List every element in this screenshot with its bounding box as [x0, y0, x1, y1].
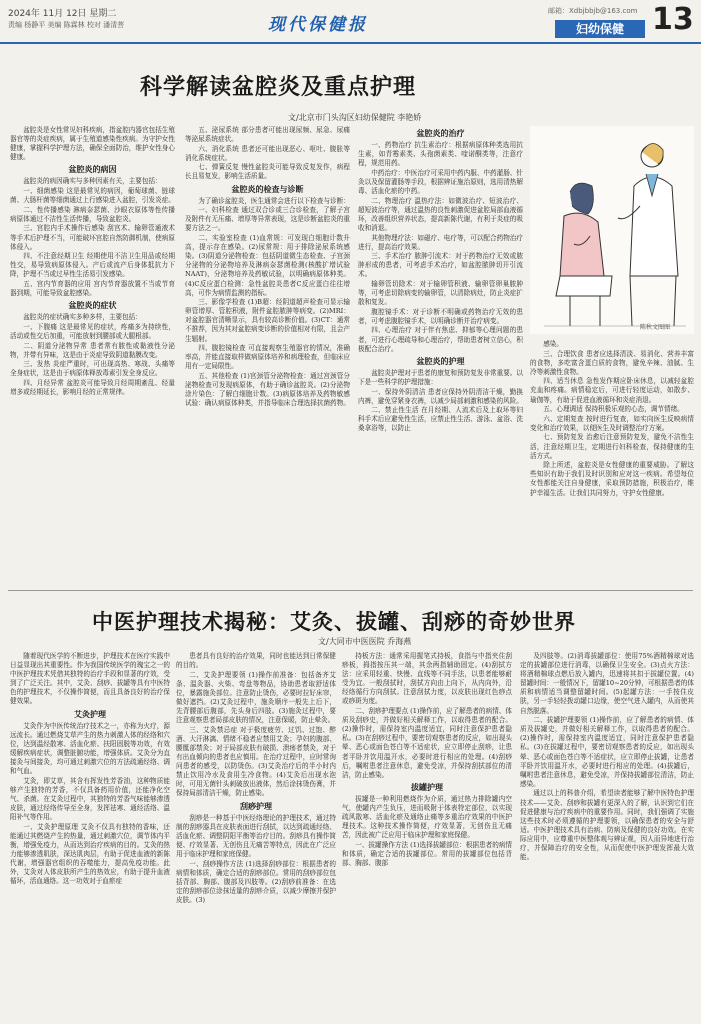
paragraph: 盆腔炎的症状确实多种多样，主要包括： — [23, 313, 142, 322]
paragraph: 艾灸作为中医传统治疗技术之一，亦称为火疗，源远流长。通过燃烧艾草产生的热力刺激人体的经络和穴位，达到温经散寒、活血化瘀、扶阳固脱等功效，有效缓解疾病症状，调整脏腑功能，增强体质。艾灸分为直接灸与间接灸，均可通过刺激穴位的方法疏通经络、调和气血。 — [10, 721, 170, 776]
paragraph: 七、预防复发 治愈后注意预防复发，避免不洁性生活，注意经期卫生，定期进行妇科检查，保持健康的生活方式。 — [530, 433, 694, 460]
paragraph: 四、心理治疗 对于伴有焦虑、抑郁等心理问题的患者，可进行心理疏导和心理治疗，帮助患者树立信心，积极配合治疗。 — [358, 326, 523, 353]
paragraph: 一、细菌感染 这是最常见的病因，葡萄球菌、链球菌、大肠杆菌等细菌通过上行感染进入盆腔，引发炎症。 — [10, 187, 175, 205]
article1-column-3 — [358, 126, 523, 582]
paragraph: 二、阴道分泌物异常 患者常有脓性或黏液性分泌物，并带有异味，这是由于炎症导致阴道黏膜改变。 — [10, 341, 175, 359]
paragraph: 六、定期复查 按时进行复查，如实向医生反映病情变化和治疗效果，以便医生及时调整治疗方案。 — [530, 414, 694, 432]
article1-column-2 — [185, 126, 350, 582]
article1-column-1 — [10, 126, 175, 582]
paragraph: 一、下腹痛 这是最常见的症状，疼痛多为持续性，活动或性交后加重，可能放射到腰部或大腿根部。 — [10, 322, 175, 340]
header-divider — [0, 42, 701, 44]
paragraph: 拔罐是一种利用燃烧作为介质，通过热力排除罐内空气，使罐内产生负压，进而吸附于体表特定部位，以实现疏风散寒、活血化瘀及通络止痛等多重治疗效果的中医护理技术。这种技术操作简便，疗效显著，无创伤且无痛苦，因此被广泛应用于临床护理和家庭保健。 — [342, 794, 512, 840]
paragraph: 三、手术治疗 脓肿引流术：对于药物治疗无效或脓肿形成的患者，可考虑手术治疗，如盆腔脓肿切开引流术。 — [358, 252, 523, 279]
paragraph: 输卵管切除术：对于输卵管积液、输卵管卵巢脓肿等，可考虑切除病变的输卵管，以清除病灶，防止炎症扩散和复发。 — [358, 280, 523, 307]
paragraph: 一、保持外阴清洁 患者应保持外阴清洁干燥，勤换内裤，避免穿紧身衣裤，以减少局部刺激和感染的风险。 — [358, 387, 523, 405]
doctor-patient-illustration-image — [530, 126, 694, 334]
contact-email: 邮箱：Xdbjbbjb@163.com — [548, 7, 638, 15]
article2-column-2 — [176, 652, 336, 1020]
paragraph: 二、艾灸护理要领 (1)操作前准备：包括备齐艾条、温灸器、火柴、弯盘等物品，协助患者取舒适体位，暴露施灸部位。注意防止烫伤，必要时拉好床帘，做好遮挡。(2)艾灸过程中，施灸顺序一般先上后下，先背腰部后腹部，先头身后四肢。(3)施灸过程中，要注意观察患者局部皮肤的情况，注意保暖，防止晕灸。 — [176, 670, 336, 725]
paragraph: 二、物理治疗 温热疗法：如微波治疗、短波治疗、超短波治疗等，通过温热的良性刺激促进盆腔局部血液循环，改善组织营养状态，提高新陈代谢，有利于炎症的吸收和消退。 — [358, 196, 523, 232]
paragraph: 五、泌尿系统 部分患者可能出现尿频、尿急、尿痛等泌尿系统症状。 — [185, 126, 350, 144]
illustration-caption: 陈秋文图图 — [640, 324, 671, 331]
article1-byline: 文/北京市门头沟区妇幼保健院 李艳娇 — [288, 113, 422, 122]
paragraph: 四、适当休息 急性发作期应卧床休息，以减轻盆腔充血和疼痛。病情稳定后，可进行轻度运动，如散步、瑜伽等，有助于促进血液循环和炎症消退。 — [530, 377, 694, 404]
paragraph: 二、性传播感染 淋病奈瑟菌、沙眼衣原体等性传播病原体通过不洁性生活传播，导致盆腔炎。 — [10, 205, 175, 223]
section-heading: 盆腔炎的病因 — [68, 164, 117, 175]
section-heading: 拔罐护理 — [411, 781, 443, 792]
paragraph: 一、药物治疗 抗生素治疗：根据病原体种类选用抗生素，如青霉素类、头孢菌素类、喹诺酮类等，注意疗程，规范用药。 — [358, 141, 523, 168]
article2-column-1 — [10, 652, 170, 1020]
paragraph: 二、禁止性生活 在月经期、人流术后及上取环等妇科手术后应避免性生活，应禁止性生活、游泳、盆浴、洗桑拿浴等，以防止 — [358, 406, 523, 433]
paragraph: 七、弹簧反复 慢性盆腔炎可能导致反复发作，病程长且易复发，影响生活质量。 — [185, 163, 350, 181]
paragraph: 三、宫腔内手术操作后感染 刮宫术、输卵管通液术等手术后护理不当，可能破坏宫腔自然防御机制，使病原体侵入。 — [10, 224, 175, 251]
illustration-doctor-patient — [530, 126, 694, 334]
paragraph: 五、心理调适 保持积极乐观的心态，调节情绪。 — [543, 405, 684, 414]
paragraph: 四、月经异常 盆腔炎可能导致月经周期紊乱、经量增多或经期延长，影响月经的正常规律。 — [10, 378, 175, 397]
paragraph: 一、妇科检查 通过双合诊或三合诊检查，了解子宫及附件有无压痛、增厚等异常表现，这是诊断盆腔炎的重要方法之一。 — [185, 206, 350, 233]
article2-column-4 — [520, 652, 694, 1020]
paragraph: 及四肢等。(2)消毒拔罐部位：使用75%酒精棉球对选定的拔罐部位进行消毒，以确保卫生安全。(3)点火方法：将酒精棉球点燃后放入罐内，迅速将其扣于拔罐位置。(4)留罐时间：一般情况下，留罐10~20分钟，可根据患者的体质和病情适当调整留罐时间。(5)起罐方法：一手按住皮肤，另一手轻轻拨动罐口边缘，使空气进入罐内，从而使其自然脱落。 — [520, 652, 694, 715]
paragraph: 四、腹腔镜检查 可直接观察生殖器官的情况，准确率高，并能直接取样做病原体培养和病理检查，但临床应用有一定局限性。 — [185, 344, 350, 371]
paragraph: 二、刮痧护理要点 (1)操作前，应了解患者的病情、体质及刮痧史，并做好相关解释工作，以取得患者的配合。(2)操作时，需保持室内温度适宜，同时注意保护患者隐私。(3)在刮痧过程中，要密切观察患者的反应，如出现头晕、恶心或面色苍白等不适症状，应立即停止刮痧，让患者平卧并饮用温开水，必要时进行相应的处理。(4)刮痧后，嘱咐患者注意休息，避免受凉，并保持刮拭部位的清洁，防止感染。 — [342, 707, 512, 779]
section-heading: 盆腔炎的检查与诊断 — [231, 183, 304, 194]
paragraph: 患者具有良好的治疗效果，同时也能达到日常保健的目的。 — [176, 652, 336, 670]
paragraph: 其他物理疗法：如磁疗、电疗等，可以配合药物治疗进行，提高治疗效果。 — [358, 233, 523, 251]
section-heading: 盆腔炎的护理 — [416, 355, 465, 366]
paragraph: 盆腔炎的病因确实与多种因素有关，主要包括： — [23, 177, 162, 186]
paragraph: 五、宫内节育器的应用 宫内节育器放置不当或节育器到期，可能导致盆腔感染。 — [10, 280, 175, 298]
paragraph: 盆腔炎是女性常见妇科疾病，指盆腔内器官包括生殖器官等的炎症疾病，属于生殖道感染性疾病。为守护女性健康，掌握科学护理方法，确保全面防治，维护女性身心健康。 — [10, 126, 175, 162]
newspaper-name: 现代保健报 — [268, 15, 368, 35]
paragraph: 四、不注意经期卫生 经期使用不洁卫生用品或经期性交，易导致病原体侵入。产后或流产后身体抵抗力下降，护理不当或过早性生活易引发感染。 — [10, 252, 175, 279]
paragraph: 为了确诊盆腔炎，医生通常会进行以下检查与诊断： — [198, 196, 350, 205]
paragraph: 一、艾灸护理原理 艾灸不仅具有独特的香味，还能通过其燃烧产生的热量，通过刺激穴位，调节体内平衡，增强免疫力，从而达到治疗疾病的目的。艾灸的热力能够渗透肌肤，深达肌肉层，有助于促进血液的新陈代谢，增强器官组织的吞噬能力，提高免疫功能。此外，艾灸对人体皮肤所产生的热效应，有助于提升血液循环，活血通络。这一功效对于血瘀症 — [10, 822, 170, 886]
paragraph: 随着现代医学的不断进步，护理技术在医疗实践中日益显现出其重要性。作为我国传统医学的瑰宝之一的中医护理技术凭借其独特的治疗手段和显著的疗效，受到了广泛关注。其中，艾灸、刮痧、拔罐等具有中医特色的护理技术，不仅操作简便，而且具备良好的治疗保健效果。 — [10, 652, 170, 706]
paragraph: 感染。 — [543, 340, 563, 348]
article2-byline: 文/大同市中医医院 乔海燕 — [318, 637, 412, 646]
paragraph: 盆腔炎护理对于患者的康复和预防复发非常重要。以下是一些科学的护理措施： — [358, 368, 523, 386]
article1-column-4 — [530, 340, 694, 582]
paragraph: 五、其他检查 (1)宫颈管分泌物检查：通过宫颈管分泌物检查可发现病原体，有助于确诊盆腔炎。(2)分泌物涂片染色：了解白细胞计数。(3)病原体培养及药物敏感试验：确认病原体种类，并指导临床合理选择抗菌药物。 — [185, 371, 350, 408]
page-number: 13 — [652, 2, 694, 37]
paragraph: 除上所述，盆腔炎是女性健康的重要威胁。了解这些知识有助于我们及时识别和应对这一疾病。希望每位女性都能关注自身健康，采取预防措施，积极治疗，维护幸福生活。让我们共同努力，守护女性健康。 — [530, 461, 694, 497]
section-heading: 盆腔炎的症状 — [68, 300, 117, 311]
issue-date: 2024年 11月 12日 星期二 — [8, 9, 117, 19]
article1-title: 科学解读盆腔炎及重点护理 — [140, 75, 417, 100]
paragraph: 三、影像学检查 (1)B超：经阴道超声检查可显示输卵管增厚、管腔积液，附件盆腔脓肿等病变。(2)MRI：对盆腔器官清晰显示，具有较高诊断价值。(3)CT：通常不推荐，因为其对盆腔病变诊断的价值相对有限，且会产生辐射。 — [185, 298, 350, 343]
paragraph: 一、拔罐操作方法 (1)选择拔罐部位：根据患者的病情和体质，确定合适的拔罐部位。常用的拔罐部位包括背部、胸部、腹部 — [342, 840, 512, 868]
paragraph: 三、艾灸禁忌症 对于极度疲劳、过饥、过饱、醉酒、大汗淋漓、情绪不稳者应禁用艾灸；孕妇的腹部、腰骶部禁灸；对于局部皮肤有破损、溃疡者禁灸，对于有出血倾向的患者也应慎用。在治疗过程中，应时常询问患者的感受，以防烫伤。(3)艾灸治疗后的半小时内禁止饮用冷水及食用生冷食物。(4)艾灸后出现水泡时，可用无菌针头刺破放出液体，然后涂抹烫伤膏，并保持局部清洁干燥，防止感染。 — [176, 725, 336, 798]
section-heading: 刮痧护理 — [240, 800, 272, 811]
section-heading: 艾灸护理 — [74, 708, 106, 719]
newspaper-header — [0, 0, 701, 44]
paragraph: 一、刮痧操作方法 (1)选择刮痧部位：根据患者的病情和体质，确定合适的刮痧部位。常用的刮痧部位包括背部、胸部、腹部及四肢等。(2)刮痧前准备：在选定的刮痧部位涂抹适量的刮痧介质，以减少摩擦并保护皮肤。(3) — [176, 859, 336, 904]
editorial-staff: 责编 杨静平 美编 陈霖林 校对 潘清菩 — [8, 21, 125, 29]
paragraph: 二、实验室检查 (1)血常规：可发现白细胞计数升高，提示存在感染。(2)尿常规：用于排除泌尿系统感染。(3)阴道分泌物检查：包括阴道微生态检查、子宫颈分泌物的分泌物培养及淋病奈瑟菌检测(核酸扩增试验NAAT)，分泌物培养及药敏试验，以明确病原体种类。(4)C反应蛋白检测：急性盆腔炎患者C反应蛋白往往增高，可作为病情监测的指标。 — [185, 234, 350, 297]
section-heading: 盆腔炎的治疗 — [416, 128, 465, 138]
section-badge: 妇幼保健 — [555, 20, 645, 38]
paragraph: 持板方法：通常采用握笔式持板，食指与中指夹住刮痧板，拇指按压其一端，其余两指辅助固定。(4)刮拭方法：应采用轻重、快慢、直线等不同手法，以患者能够耐受为宜。一般刮拭时，刮拭方向由上向下，从内向外，沿经络循行方向刮拭。注意刮拭力度，以皮肤出现红色痧点或痧斑为度。 — [342, 652, 512, 706]
article-divider — [8, 590, 693, 591]
paragraph: 三、合理饮食 患者应选择清淡、易消化、营养丰富的食物，多吃富含蛋白质的食物，避免辛辣、油腻、生冷等刺激性食物。 — [530, 349, 694, 376]
paragraph: 刮痧是一种基于中医经络理论的护理技术，通过特制的刮痧器具在皮肤表面进行刮拭，以达到疏通经络、活血化瘀、调整阴阳平衡等治疗目的。刮痧具有操作简便、疗效显著、无创伤且无痛苦等特点，因此在广泛应用于临床护理和家庭保健。 — [176, 813, 336, 858]
paragraph: 腹腔镜手术：对于诊断不明确或药物治疗无效的患者，可考虑腹腔镜手术，以明确诊断并治疗病变。 — [358, 307, 523, 325]
paragraph: 艾灸，即艾草，其含有挥发性芳香油，这种物质能够产生独特的芳香，不仅具备药用价值，还能净化空气、杀菌。在艾灸过程中，其独特的芳香气味能够渗透皮肤，通过经络传导至全身，发挥祛寒、通经活络、温阳补气等作用。 — [10, 776, 170, 822]
article2-column-3 — [342, 652, 512, 1020]
paragraph: 通过以上的科普介绍，希望读者能够了解中医特色护理技术——艾灸、刮痧和拔罐有更深入的了解，认识到它们在促进健康与治疗疾病中的重要作用。同时，我们强调了实施这些技术时必须遵循的护理要领，以确保患者的安全与舒适。中医护理技术具有治病、防病及保健的良好功效。在实际应用中，应尊重中医整体观与辨证观，因人而异地进行治疗，并保障治疗的安全性，从而促使中医护理发挥最大效能。 — [520, 789, 694, 862]
paragraph: 中药治疗：中医治疗可采用中药内服、中药灌肠、针灸以及保留灌肠等手段，根据辨证施治原则，选用清热解毒、活血化瘀的中药。 — [358, 168, 523, 196]
paragraph: 三、发热 炎症严重时，可出现高热、寒战、头痛等全身症状，这是由于病原体释放毒素引发全身反应。 — [10, 360, 175, 378]
article2-title: 中医护理技术揭秘：艾灸、拔罐、刮痧的奇妙世界 — [92, 610, 576, 634]
paragraph: 六、消化系统 患者还可能出现恶心、呕吐、腹胀等消化系统症状。 — [185, 144, 350, 162]
paragraph: 二、拔罐护理要领 (1)操作前，应了解患者的病情、体质及拔罐史，并做好相关解释工作，以取得患者的配合。(2)操作时，需保持室内温度适宜，同时注意保护患者隐私。(3)在拔罐过程中，要密切观察患者的反应，如出现头晕、恶心或面色苍白等不适症状，应立即停止拔罐，让患者平卧并饮用温开水，必要时进行相应的处理。(4)拔罐后，嘱咐患者注意休息，避免受凉，并保持拔罐部位清洁，防止感染。 — [520, 716, 694, 788]
